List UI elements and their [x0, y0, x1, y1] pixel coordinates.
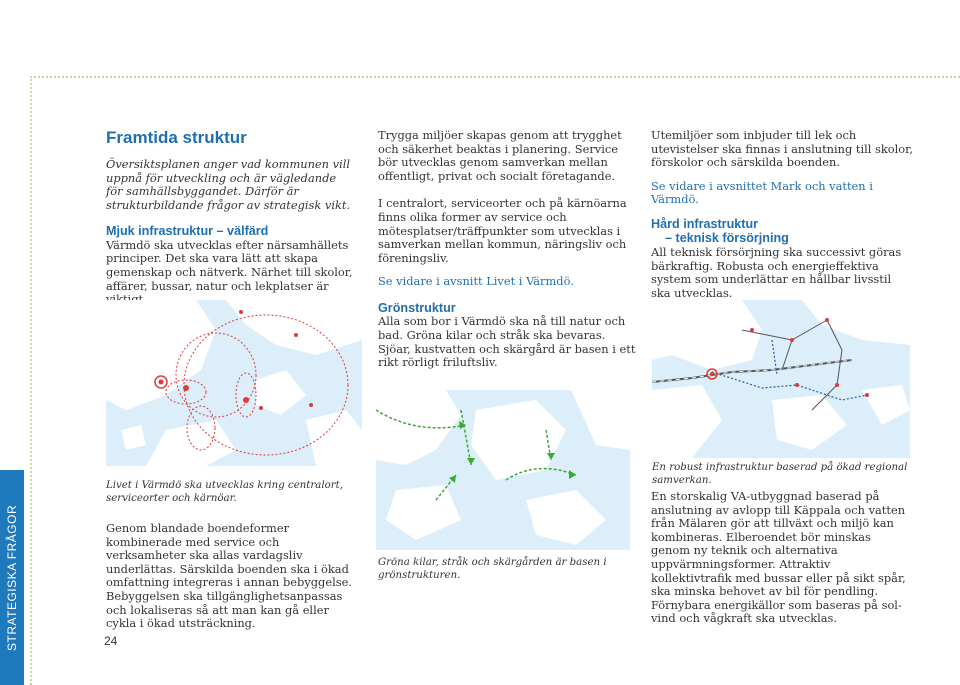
welfare-map: [106, 300, 362, 466]
service-text: I centralort, serviceorter och på kärnöarna finns olika former av service och mötesplatser/träffpunkter som utvecklas i samverkan mellan kommun, näringsliv och föreningsliv.: [378, 196, 627, 265]
hard-infrastructure-heading: Hård infrastruktur: [651, 216, 759, 231]
hard-infrastructure-subheading: – teknisk försörjning: [665, 231, 789, 246]
hard-infrastructure-text: All teknisk försörjning ska successivt göras bärkraftig. Robusta och energieffektiva system som underlättar en hållbar livsstil ska utvecklas.: [651, 244, 902, 300]
soft-infrastructure-text: Värmdö ska utvecklas efter närsamhällets principer. Det ska vara lätt att skapa gemenskap och nätverk. Närhet till skolor, affärer, bussar, natur och lekplatser är: [106, 237, 353, 293]
welfare-map-caption: Livet i Värmdö ska utvecklas kring centralort, serviceorter och kärnöar.: [106, 480, 343, 504]
green-structure-map: [376, 390, 630, 550]
see-also-livet: Se vidare i avsnitt Livet i Värmdö.: [378, 274, 574, 289]
outdoor-text: Utemiljöer som inbjuder till lek och utevistelser ska finnas i anslutning till skolor, förskolor och särskilda boenden.: [651, 128, 913, 170]
welfare-map-graphic: [106, 300, 362, 466]
column-2: [378, 129, 636, 380]
green-structure-heading: Grönstruktur: [378, 300, 456, 315]
infrastructure-map-graphic: [652, 300, 910, 458]
green-structure-map-graphic: [376, 390, 630, 550]
side-dotted-rule: [30, 76, 32, 685]
green-structure-text: Alla som bor i Värmdö ska nå till natur och bad. Gröna kilar och stråk ska bevaras. Sjöar, kustvatten och skärgård är basen i ett rikt rörligt friluftsliv.: [378, 314, 636, 370]
column-1: [106, 128, 356, 317]
see-also-mark: Se vidare i avsnittet Mark och vatten i Värmdö.: [651, 178, 873, 207]
safety-text: Trygga miljöer skapas genom att trygghet och säkerhet beaktas i planering. Service bör utvecklas genom samverkan mellan offentligt, privat och socialt företagande.: [378, 128, 622, 183]
infrastructure-map-caption: En robust infrastruktur baserad på ökad regional samverkan.: [652, 462, 908, 486]
section-label: STRATEGISKA FRÅGOR: [5, 504, 19, 651]
page-title: Framtida struktur: [106, 128, 247, 147]
column-1-bottom: [106, 522, 356, 641]
intro-text: Översiktsplanen anger vad kommunen vill uppnå för utveckling och är vägledande för samhällsbyggandet. Därför är strukturbildande frågor av strategisk vikt.: [106, 157, 351, 212]
housing-text: Genom blandade boendeformer kombinerade med service och verksamheter ska allas vardagsliv underlättas. Särskilda boenden ska i ökad omfattning integreras i annan bebyggelse. Bebyggelsen ska tillgänglighetsanpassas och lokaliseras så att man kan gå eller cykla i ökad utsträckning.: [106, 521, 352, 631]
soft-infrastructure-heading: Mjuk infrastruktur – välfärd: [106, 224, 269, 239]
green-map-caption: Gröna kilar, stråk och skärgården är basen i grönstrukturen.: [378, 557, 607, 581]
infrastructure-map: [652, 300, 910, 458]
column-3: [651, 129, 913, 310]
water-energy-text: En storskalig VA-utbyggnad baserad på anslutning av avlopp till Käppala och vatten från Mälaren gör att tillväxt och miljö kan kombineras. Elberoendet bör minskas genom ny teknik och alternativa uppvärmningsformer. Attraktiv kollektivtrafik med bussar eller på sikt spår, ska minska behovet av bil för pendling. Förnybara energikällor som baseras på sol- vind och vågkraft ska utvecklas.: [651, 489, 906, 626]
top-dotted-rule: [30, 76, 960, 78]
column-3-bottom: [651, 490, 913, 636]
page-number: 24: [104, 634, 118, 648]
